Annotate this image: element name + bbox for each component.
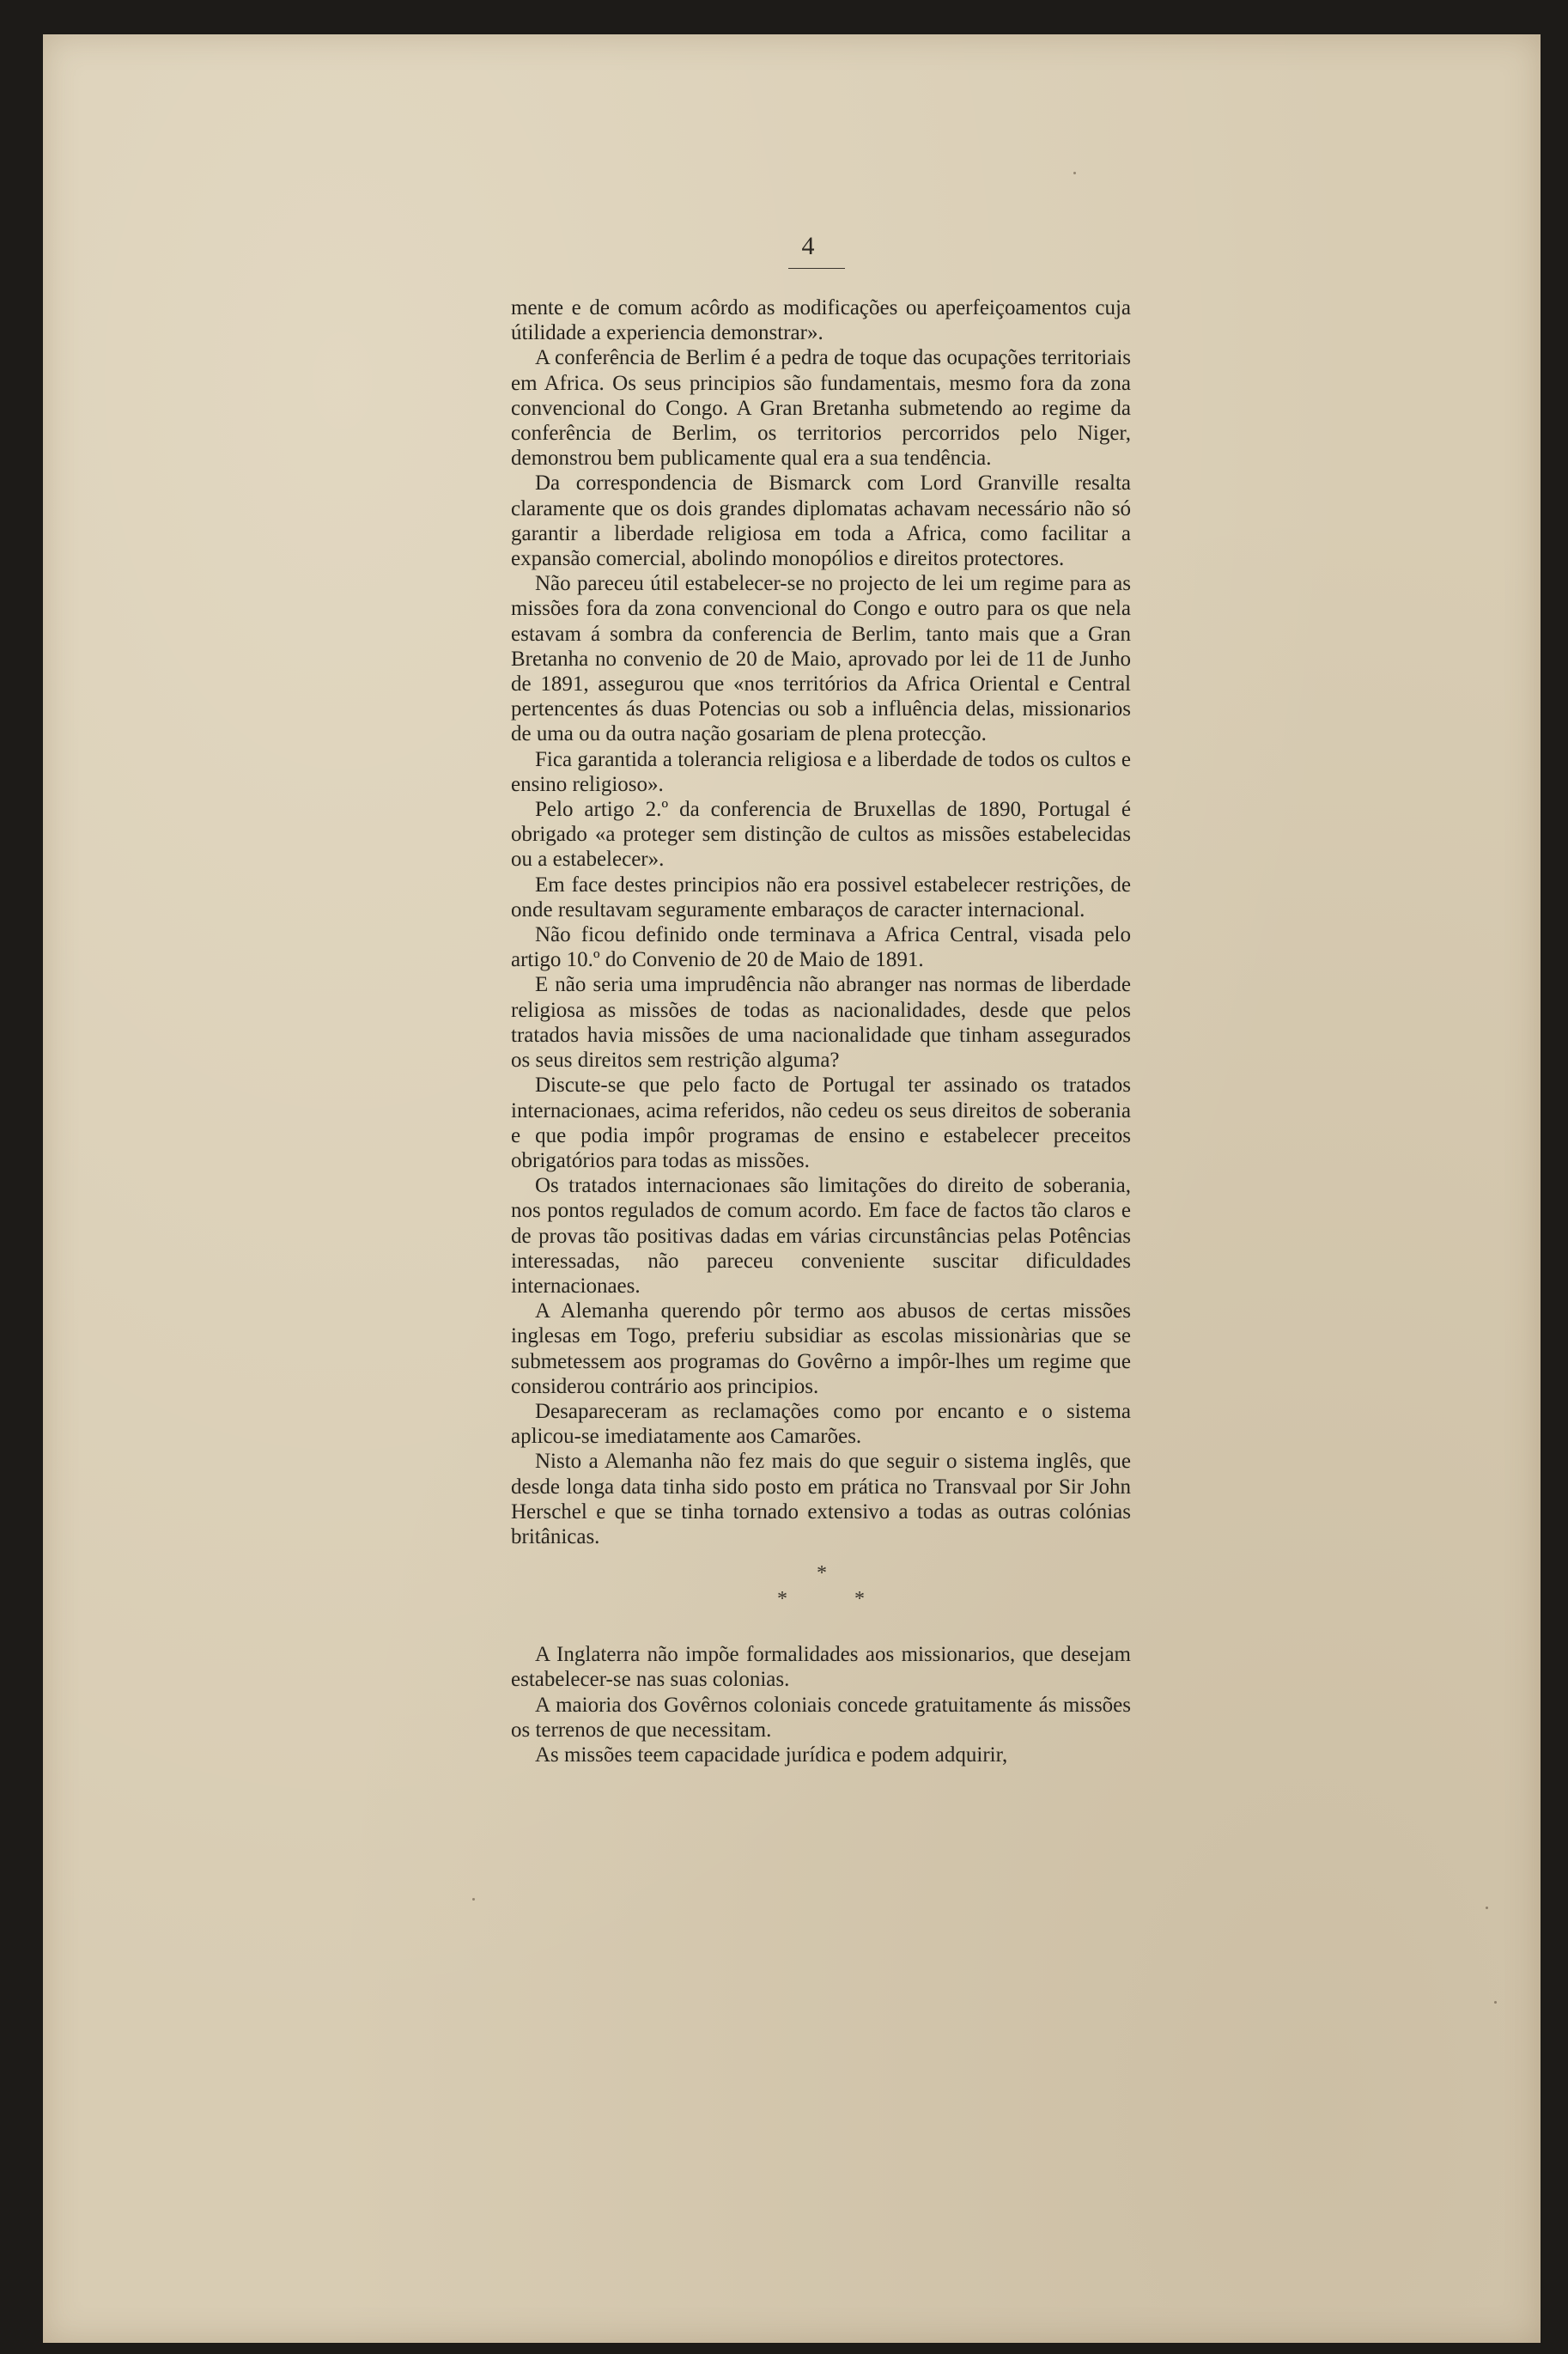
- paragraph: mente e de comum acôrdo as modificações ou aperfeiçoamentos cuja útilidade a experiencia demonstrar».: [511, 296, 1131, 345]
- paragraph: A conferência de Berlim é a pedra de toque das ocupações territoriais em Africa. Os seus principios são fundamentais, mesmo fora da zona convencional do Congo. A Gran Bretanha submetendo ao regime da conferência de Berlim, os territorios percorridos pelo Niger, demonstrou bem publicamente qual era a sua tendência.: [511, 346, 1131, 471]
- section-separator: [511, 1558, 1131, 1627]
- paragraph: Não pareceu útil estabelecer-se no projecto de lei um regime para as missões fora da zona convencional do Congo e outro para os que nela estavam á sombra da conferencia de Berlim, tanto mais que a Gran Bretanha no convenio de 20 de Maio, aprovado por lei de 11 de Junho de 1891, assegurou que «nos territórios da Africa Oriental e Central pertencentes ás duas Potencias ou sob a influência delas, missionarios de uma ou da outra nação gosariam de plena protecção.: [511, 572, 1131, 746]
- paragraph: Da correspondencia de Bismarck com Lord Granville resalta claramente que os dois grandes diplomatas achavam necessário não só garantir a liberdade religiosa em toda a Africa, como facilitar a expansão comercial, abolindo monopólios e direitos protectores.: [511, 471, 1131, 571]
- paragraph: Fica garantida a tolerancia religiosa e a liberdade de todos os cultos e ensino religioso».: [511, 747, 1131, 796]
- paragraph: Os tratados internacionaes são limitações do direito de soberania, nos pontos regulados de comum acordo. Em face de factos tão claros e de provas tão positivas dadas em várias circunstâncias pelas Potências interessadas, não pareceu conveniente suscitar dificuldades internacionaes.: [511, 1174, 1131, 1298]
- paragraph: As missões teem capacidade jurídica e podem adquirir,: [535, 1743, 1008, 1767]
- paragraph: A Alemanha querendo pôr termo aos abusos de certas missões inglesas em Togo, preferiu subsidiar as escolas missionàrias que se submetessem aos programas do Govêrno a impôr-lhes um regime que considerou contrário aos principios.: [511, 1299, 1131, 1398]
- body-text: [511, 295, 1131, 1767]
- paragraph: Desapareceram as reclamações como por encanto e o sistema aplicou-se imediatamente aos Camarões.: [511, 1399, 1131, 1449]
- separator-asterisk: *: [854, 1588, 865, 1611]
- separator-asterisk: *: [777, 1588, 787, 1611]
- paragraph: A maioria dos Govêrnos coloniais concede gratuitamente ás missões os terrenos de que necessitam.: [511, 1693, 1131, 1742]
- document-page: [43, 34, 1541, 2343]
- paragraph: A Inglaterra não impõe formalidades aos missionarios, que desejam estabelecer-se nas suas colonias.: [511, 1643, 1131, 1692]
- paragraph: Em face destes principios não era possivel estabelecer restrições, de onde resultavam seguramente embaraços de caracter internacional.: [511, 873, 1131, 922]
- paragraph-group-main: [511, 295, 1131, 1549]
- paragraph-group-after: [511, 1642, 1131, 1767]
- page-number-rule: [788, 268, 845, 269]
- paragraph: Nisto a Alemanha não fez mais do que seguir o sistema inglês, que desde longa data tinha sido posto em prática no Transvaal por Sir John Herschel e que se tinha tornado extensivo a todas as outras colónias britânicas.: [511, 1450, 1131, 1548]
- paragraph: Pelo artigo 2.º da conferencia de Bruxellas de 1890, Portugal é obrigado «a proteger sem distinção de cultos as missões estabelecidas ou a estabelecer».: [511, 798, 1131, 872]
- separator-asterisk: *: [817, 1562, 827, 1585]
- page-number: 4: [801, 232, 815, 260]
- paragraph: Não ficou definido onde terminava a Africa Central, visada pelo artigo 10.º do Convenio de 20 de Maio de 1891.: [511, 923, 1131, 972]
- paragraph: E não seria uma imprudência não abranger nas normas de liberdade religiosa as missões de todas as nacionalidades, desde que pelos tratados havia missões de uma nacionalidade que tinham assegurados os seus direitos sem restrição alguma?: [511, 973, 1131, 1073]
- paragraph: Discute-se que pelo facto de Portugal ter assinado os tratados internacionaes, acima referidos, não cedeu os seus direitos de soberania e que podia impôr programas de ensino e estabelecer preceitos obrigatórios para todas as missões.: [511, 1074, 1131, 1172]
- paper-speck: [1073, 172, 1076, 174]
- paper-speck: [1494, 2001, 1497, 2004]
- paper-speck: [1486, 1907, 1488, 1909]
- paper-speck: [472, 1898, 475, 1901]
